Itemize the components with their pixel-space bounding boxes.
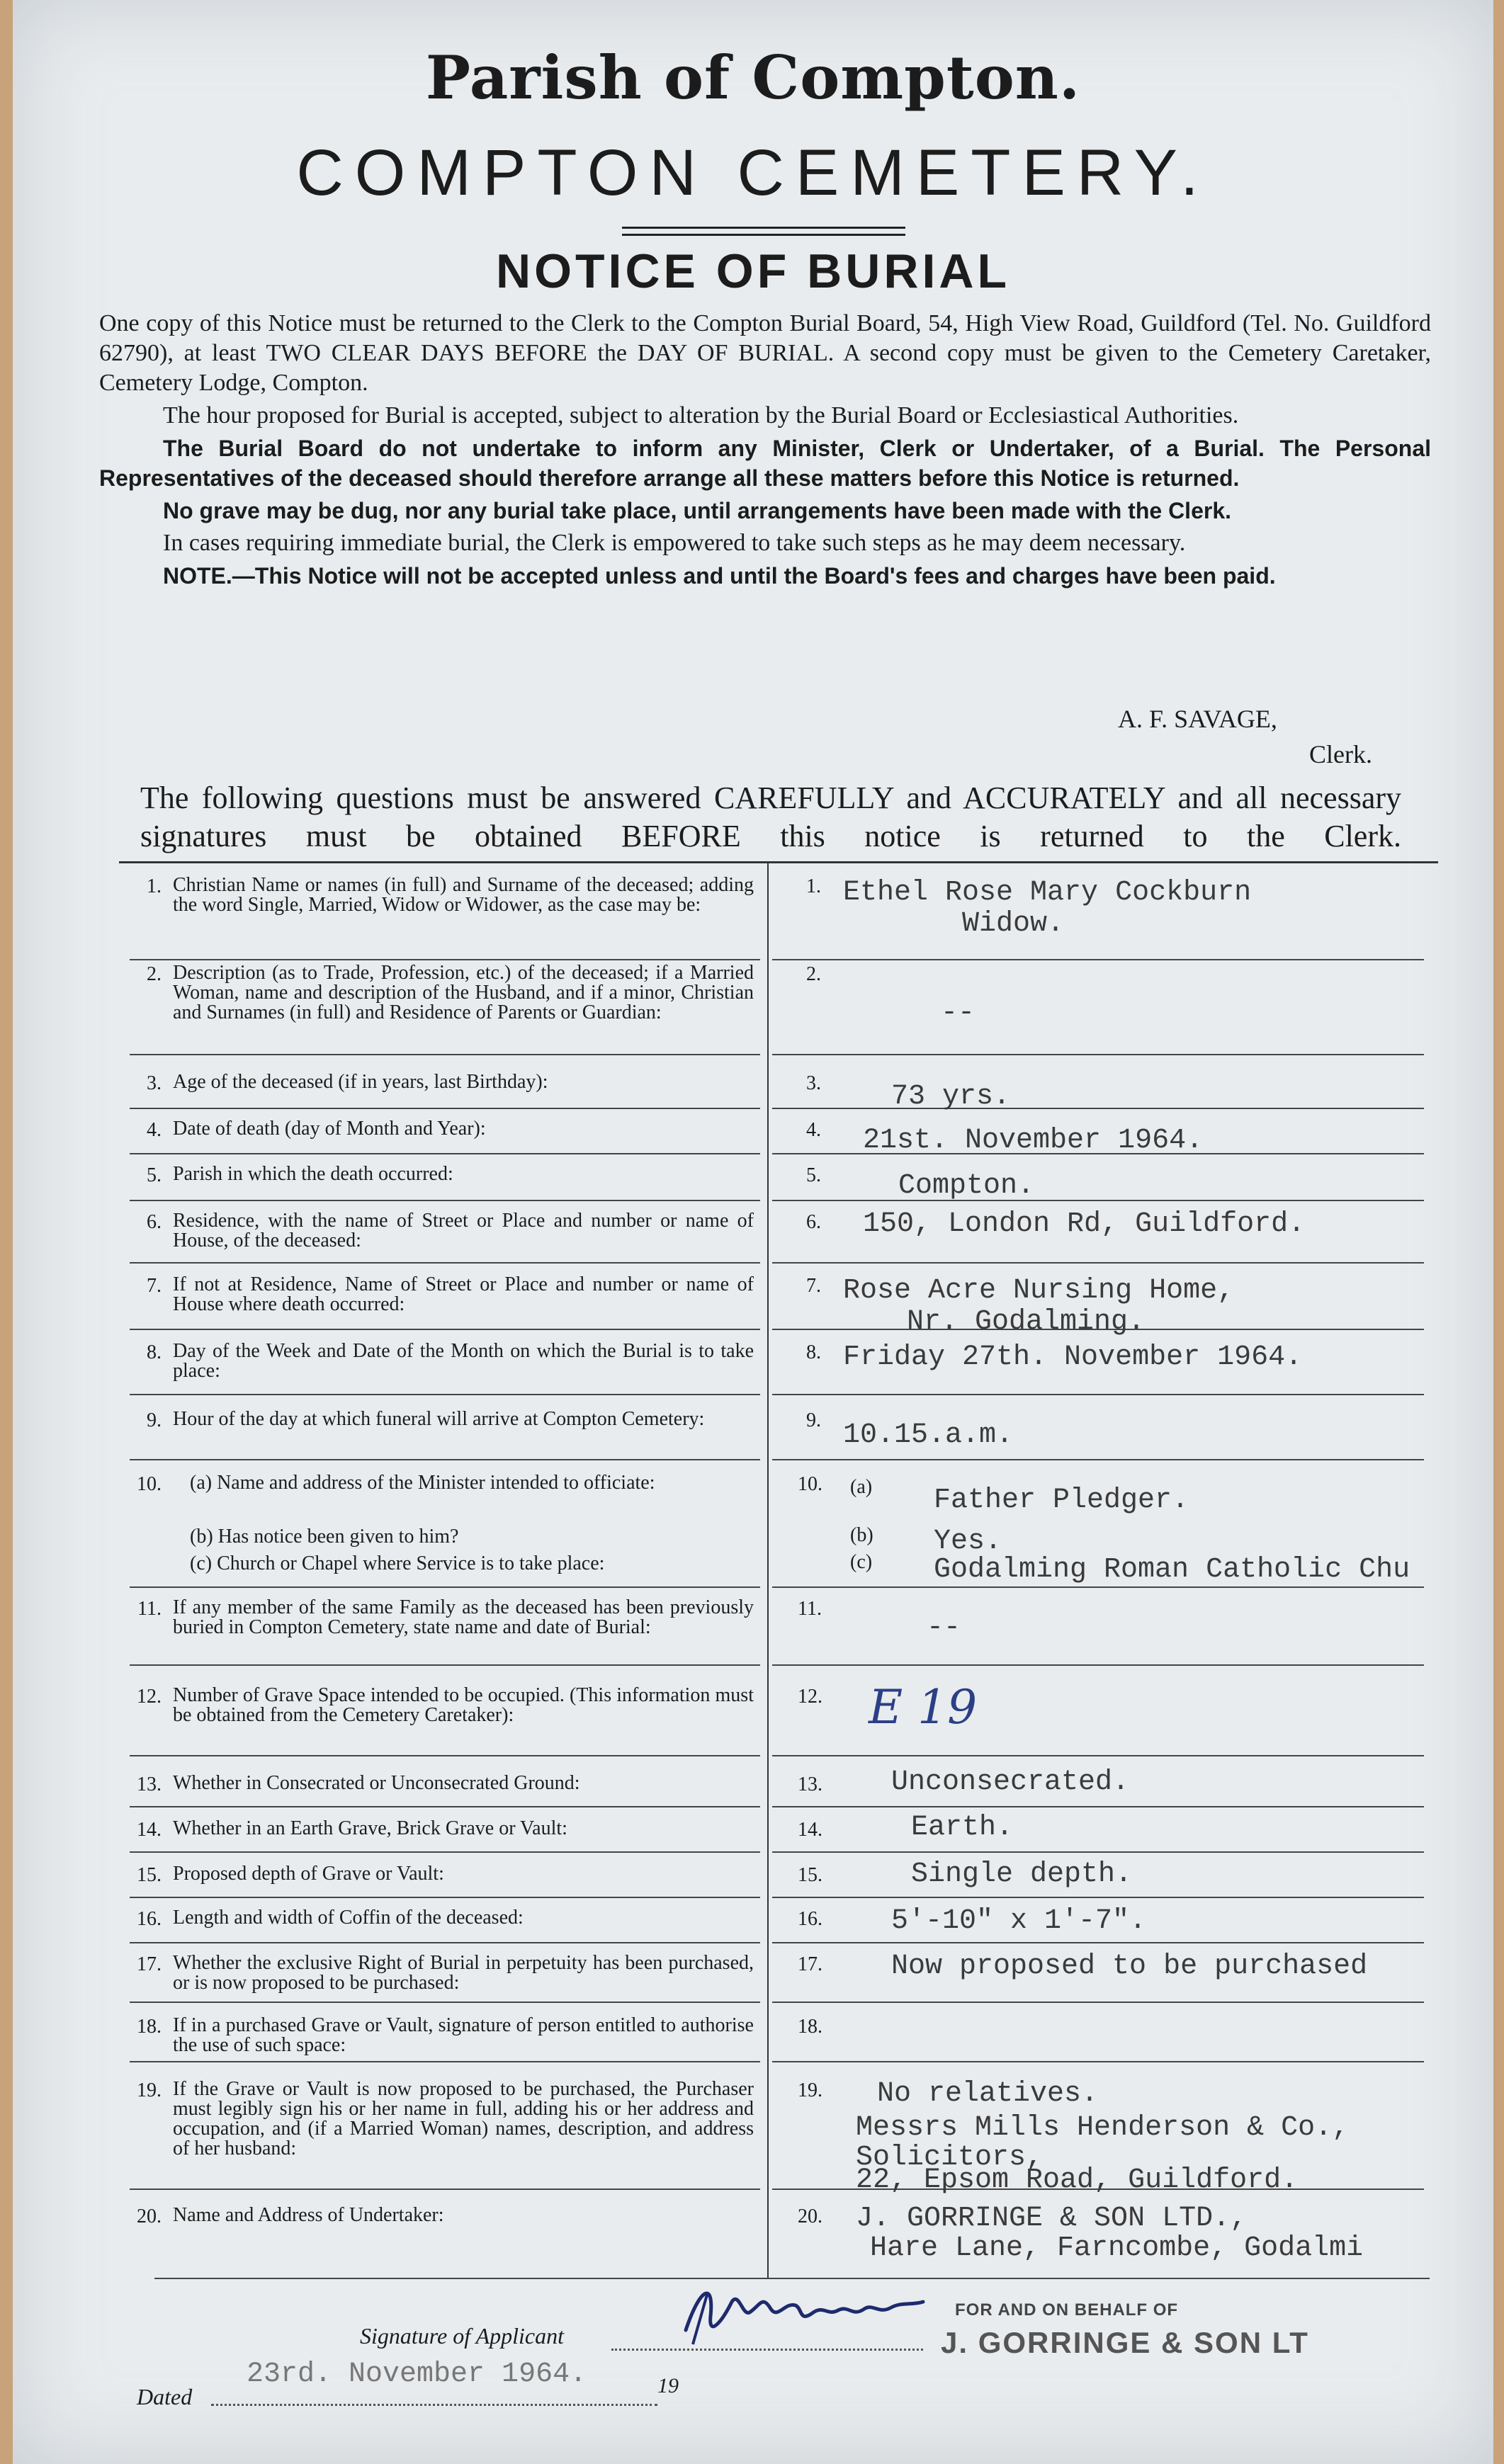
question-number: 8. — [147, 1341, 162, 1363]
question-text: Name and Address of Undertaker: — [173, 2204, 444, 2226]
answer-3: 73 yrs. — [891, 1081, 1011, 1113]
intro-text — [99, 309, 1431, 594]
question-text: Christian Name or names (in full) and Surname of the deceased; adding the word Single, Married, Widow or Widower, as the case may be: — [173, 874, 754, 916]
answer-15: Single depth. — [911, 1858, 1133, 1890]
notice-of-burial-title: NOTICE OF BURIAL — [496, 244, 1010, 298]
clerk-name: A. F. SAVAGE, — [1118, 705, 1277, 733]
answer-6: 150, London Rd, Guildford. — [863, 1208, 1306, 1240]
signature-label: Signature of Applicant — [360, 2323, 564, 2349]
row-separator — [130, 959, 760, 960]
answer-number: 13. — [798, 1773, 822, 1795]
row-separator — [130, 1806, 760, 1807]
question-number: 1. — [147, 875, 162, 897]
intro-paragraph-6: NOTE.—This Notice will not be accepted unless and until the Board's fees and charges have been paid. — [163, 563, 1276, 589]
row-separator — [772, 1262, 1424, 1264]
row-separator — [772, 959, 1424, 960]
row-separator — [772, 1664, 1424, 1666]
answer-number: 10. — [798, 1473, 822, 1495]
question-number: 18. — [137, 2016, 162, 2038]
answer-4: 21st. November 1964. — [863, 1125, 1204, 1157]
answer-number: 1. — [806, 875, 821, 897]
answer-7-place: Rose Acre Nursing Home, — [843, 1275, 1235, 1307]
row-separator — [772, 1200, 1424, 1201]
question-text: Date of death (day of Month and Year): — [173, 1118, 486, 1140]
row-separator — [130, 1153, 760, 1154]
question-number: 9. — [147, 1409, 162, 1431]
row-separator — [130, 1851, 760, 1853]
answer-14: Earth. — [911, 1812, 1014, 1844]
applicant-signature — [679, 2273, 934, 2355]
row-separator — [130, 1329, 760, 1330]
row-separator — [772, 1755, 1424, 1756]
question-number: 13. — [137, 1773, 162, 1795]
answer-7-town: Nr. Godalming. — [907, 1306, 1146, 1338]
heading-rule-bottom — [622, 234, 905, 236]
answer-number: 16. — [798, 1908, 822, 1930]
answer-20-line-2: Hare Lane, Farncombe, Godalmi — [870, 2232, 1364, 2264]
row-separator — [130, 1897, 760, 1898]
table-top-rule — [119, 861, 1438, 863]
parish-heading: Parish of Compton. — [425, 42, 1081, 113]
question-text: Hour of the day at which funeral will arrive at Compton Cemetery: — [173, 1408, 705, 1430]
answer-11: -- — [927, 1612, 961, 1644]
dated-label: Dated — [137, 2384, 193, 2409]
answer-19-line-3: Solicitors, — [856, 2142, 1044, 2174]
answer-number: 9. — [806, 1409, 821, 1431]
answer-16: 5'-10" x 1'-7". — [891, 1905, 1147, 1937]
row-separator — [772, 1851, 1424, 1853]
question-number: 3. — [147, 1072, 162, 1094]
question-number: 2. — [147, 963, 162, 985]
answer-5: Compton. — [898, 1170, 1035, 1202]
row-separator — [130, 1664, 760, 1666]
question-text: Whether in Consecrated or Unconsecrated Ground: — [173, 1772, 580, 1794]
row-separator — [130, 1755, 760, 1756]
row-separator — [772, 1942, 1424, 1943]
question-text: Residence, with the name of Street or Place and number or name of House, of the deceased: — [173, 1210, 754, 1251]
on-behalf-company-stamp: J. GORRINGE & SON LT — [941, 2326, 1309, 2359]
row-separator — [130, 1262, 760, 1264]
row-separator — [772, 1108, 1424, 1109]
row-separator — [772, 1586, 1424, 1588]
answer-number: 8. — [806, 1341, 821, 1363]
question-number: 11. — [137, 1598, 162, 1620]
dated-value: 23rd. November 1964. — [247, 2358, 587, 2390]
intro-paragraph-1: One copy of this Notice must be returned to the Clerk to the Compton Burial Board, 54, High View Road, Guildford (Tel. No. Guildford 62790), at least TWO CLEAR DAYS BEFORE the DAY OF BURIAL. A second copy must be given to the Cemetery Caretaker, Cemetery Lodge, Compton. — [99, 310, 1431, 396]
answer-19-line-1: No relatives. — [877, 2078, 1099, 2110]
question-text: Number of Grave Space intended to be occupied. (This information must be obtained from the Cemetery Caretaker): — [173, 1684, 754, 1726]
question-text: If not at Residence, Name of Street or Place and number or name of House where death occurred: — [173, 1273, 754, 1315]
answer-number: 14. — [798, 1819, 822, 1841]
answer-17: Now proposed to be purchased — [891, 1951, 1368, 1982]
answer-2: -- — [941, 997, 976, 1029]
answer-1-status: Widow. — [962, 908, 1065, 940]
question-text: Day of the Week and Date of the Month on which the Burial is to take place: — [173, 1340, 754, 1382]
question-text: Whether the exclusive Right of Burial in perpetuity has been purchased, or is now proposed to be purchased: — [173, 1952, 754, 1994]
question-number: 14. — [137, 1819, 162, 1841]
answer-number: 3. — [806, 1072, 821, 1094]
question-10-part: (a) Name and address of the Minister intended to officiate: — [190, 1472, 655, 1494]
notice-form — [13, 0, 1493, 2464]
row-separator — [130, 1054, 760, 1055]
question-text: Length and width of Coffin of the deceased: — [173, 1907, 524, 1929]
answer-number: 6. — [806, 1211, 821, 1233]
row-separator — [130, 1108, 760, 1109]
row-separator — [772, 1897, 1424, 1898]
row-separator — [130, 2061, 760, 2062]
question-text: If any member of the same Family as the deceased has been previously buried in Compton Cemetery, state name and date of Burial: — [173, 1596, 754, 1638]
row-separator — [772, 2002, 1424, 2003]
answer-9: 10.15.a.m. — [843, 1419, 1014, 1451]
row-separator — [772, 1054, 1424, 1055]
answer-number: 15. — [798, 1864, 822, 1886]
row-separator — [130, 1200, 760, 1201]
question-10-part: (b) Has notice been given to him? — [190, 1526, 459, 1548]
row-separator — [772, 1394, 1424, 1395]
question-10-part: (c) Church or Chapel where Service is to take place: — [190, 1552, 605, 1574]
answer-number: 17. — [798, 1953, 822, 1975]
signature-scribble — [679, 2273, 934, 2351]
intro-paragraph-4: No grave may be dug, nor any burial take place, until arrangements have been made with the Clerk. — [163, 498, 1231, 523]
question-number: 4. — [147, 1119, 162, 1141]
answer-number: 5. — [806, 1164, 821, 1186]
question-text: Proposed depth of Grave or Vault: — [173, 1863, 444, 1885]
row-separator — [772, 1459, 1424, 1460]
answer-number: 4. — [806, 1119, 821, 1141]
dated-dotted-line — [211, 2404, 657, 2406]
table-center-divider — [767, 863, 769, 2279]
on-behalf-stamp-line: FOR AND ON BEHALF OF — [955, 2300, 1179, 2320]
answer-10a-label: (a) — [850, 1476, 873, 1498]
question-number: 20. — [137, 2205, 162, 2227]
question-number: 7. — [147, 1275, 162, 1297]
answer-10c-label: (c) — [850, 1551, 873, 1573]
answer-number: 12. — [798, 1686, 822, 1708]
questions-heading: The following questions must be answered CAREFULLY and ACCURATELY and all necessary signatures must be obtained BEFORE this notice is returned to the Clerk. — [140, 780, 1401, 853]
answer-number: 2. — [806, 963, 821, 985]
answer-number: 7. — [806, 1275, 821, 1297]
answer-number: 20. — [798, 2205, 822, 2227]
question-number: 15. — [137, 1864, 162, 1886]
question-number: 17. — [137, 1953, 162, 1975]
row-separator — [772, 2061, 1424, 2062]
answer-10b: Yes. — [934, 1526, 1002, 1557]
question-number: 19. — [137, 2079, 162, 2101]
intro-paragraph-5: In cases requiring immediate burial, the Clerk is empowered to take such steps as he may deem necessary. — [163, 530, 1186, 556]
heading-rule-top — [622, 227, 905, 229]
answer-20-line-1: J. GORRINGE & SON LTD., — [856, 2203, 1248, 2235]
question-number: 12. — [137, 1686, 162, 1708]
question-text: If in a purchased Grave or Vault, signature of person entitled to authorise the use of such space: — [173, 2014, 754, 2056]
row-separator — [130, 1942, 760, 1943]
question-number: 16. — [137, 1908, 162, 1930]
dated-year-suffix: 19 — [657, 2374, 679, 2397]
intro-paragraph-3: The Burial Board do not undertake to inform any Minister, Clerk or Undertaker, of a Burial. The Personal Representatives of the deceased should therefore arrange all these matters before this Notice is returned. — [99, 436, 1431, 491]
question-number: 5. — [147, 1164, 162, 1186]
question-number: 10. — [137, 1473, 162, 1495]
answer-number: 19. — [798, 2079, 822, 2101]
answer-number: 11. — [798, 1598, 822, 1620]
answer-10a: Father Pledger. — [934, 1484, 1189, 1516]
row-separator — [130, 2002, 760, 2003]
row-separator — [130, 1394, 760, 1395]
question-text: If the Grave or Vault is now proposed to be purchased, the Purchaser must legibly sign his or her name in full, adding his or her address and occupation, and (if a Married Woman) names, description, and address of her husband: — [173, 2078, 754, 2159]
cemetery-heading: COMPTON CEMETERY. — [296, 137, 1210, 209]
answer-1-name: Ethel Rose Mary Cockburn — [843, 877, 1252, 909]
answer-8: Friday 27th. November 1964. — [843, 1341, 1303, 1373]
question-number: 6. — [147, 1211, 162, 1233]
question-text: Whether in an Earth Grave, Brick Grave or Vault: — [173, 1817, 567, 1839]
answer-number: 18. — [798, 2016, 822, 2038]
clerk-title: Clerk. — [1309, 740, 1372, 768]
answer-10b-label: (b) — [850, 1524, 873, 1546]
question-text: Parish in which the death occurred: — [173, 1163, 453, 1185]
row-separator — [772, 1806, 1424, 1807]
answer-19-line-4: 22, Epsom Road, Guildford. — [856, 2164, 1299, 2196]
intro-paragraph-2: The hour proposed for Burial is accepted, subject to alteration by the Burial Board or Ecclesiastical Authorities. — [163, 402, 1239, 428]
answer-12-grave-number: E 19 — [869, 1680, 978, 1735]
question-text: Age of the deceased (if in years, last Birthday): — [173, 1071, 548, 1093]
question-text: Description (as to Trade, Profession, etc.) of the deceased; if a Married Woman, name and description of the Husband, and if a minor, Christian and Surnames (in full) and Residence of Parents or Guardian: — [173, 962, 754, 1023]
answer-13: Unconsecrated. — [891, 1766, 1130, 1798]
row-separator — [130, 1459, 760, 1460]
row-separator — [130, 1586, 760, 1588]
row-separator — [130, 2188, 760, 2190]
answer-10c: Godalming Roman Catholic Chu — [934, 1554, 1410, 1586]
answer-19-line-2: Messrs Mills Henderson & Co., — [856, 2112, 1350, 2144]
signature-text: JM Gorringe — [679, 2350, 683, 2351]
